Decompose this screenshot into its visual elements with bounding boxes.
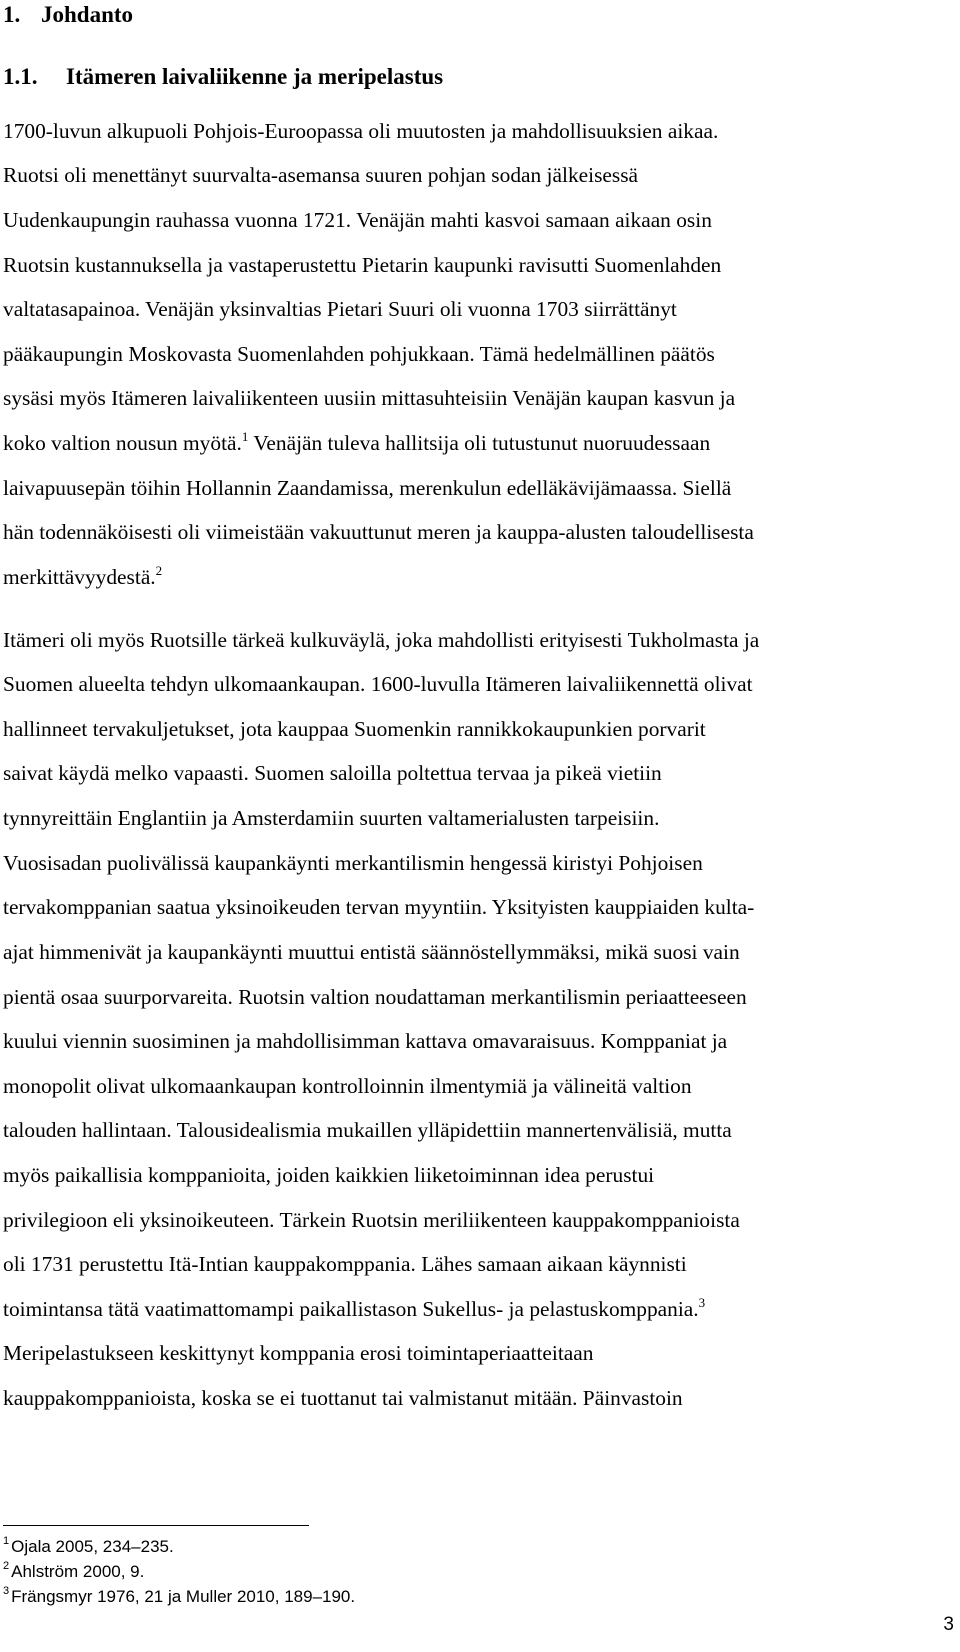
text-line: oli 1731 perustettu Itä-Intian kauppakomppania. Lähes samaan aikaan käynnisti bbox=[3, 1252, 687, 1276]
text-line: kuului viennin suosiminen ja mahdollisimman kattava omavaraisuus. Komppaniat ja bbox=[3, 1029, 728, 1053]
text-line bbox=[3, 428, 710, 458]
text-line: talouden hallintaan. Talousidealismia mukaillen ylläpidettiin mannertenvälisiä, mutta bbox=[3, 1118, 732, 1142]
text-line: Uudenkaupungin rauhassa vuonna 1721. Venäjän mahti kasvoi samaan aikaan osin bbox=[3, 208, 712, 232]
footnote-text: Ojala 2005, 234–235. bbox=[11, 1537, 174, 1556]
footnote-divider bbox=[3, 1525, 309, 1526]
section-title: Itämeren laivaliikenne ja meripelastus bbox=[66, 64, 444, 89]
text-line: myös paikallisia komppanioita, joiden kaikkien liiketoiminnan idea perustui bbox=[3, 1163, 655, 1187]
section-number: 1.1. bbox=[3, 64, 38, 89]
text-line: 1700-luvun alkupuoli Pohjois-Euroopassa oli muutosten ja mahdollisuuksien aikaa. bbox=[3, 119, 719, 143]
footnote-number: 2 bbox=[3, 1560, 10, 1572]
footnote-number: 3 bbox=[3, 1585, 10, 1597]
footnote-number: 1 bbox=[3, 1535, 10, 1547]
footnote-3 bbox=[3, 1586, 355, 1608]
text-line: hallinneet tervakuljetukset, jota kauppaa Suomenkin rannikkokaupunkien porvarit bbox=[3, 717, 706, 741]
text-line: laivapuusepän töihin Hollannin Zaandamissa, merenkulun edelläkävijämaassa. Siellä bbox=[3, 476, 732, 500]
text-line: saivat käydä melko vapaasti. Suomen saloilla poltettua tervaa ja pikeä vietiin bbox=[3, 761, 662, 785]
chapter-number: 1. bbox=[3, 2, 21, 27]
footnote-ref-3[interactable]: 3 bbox=[698, 1295, 706, 1310]
footnote-text: Frängsmyr 1976, 21 ja Muller 2010, 189–190. bbox=[11, 1587, 356, 1606]
text-line: Vuosisadan puolivälissä kaupankäynti merkantilismin hengessä kiristyi Pohjoisen bbox=[3, 851, 703, 875]
text-line bbox=[3, 562, 162, 592]
text-segment: toimintansa tätä vaatimattomampi paikallistason Sukellus- ja pelastuskomppania. bbox=[3, 1297, 699, 1321]
chapter-heading bbox=[3, 0, 133, 30]
chapter-title: Johdanto bbox=[41, 2, 134, 27]
text-line: valtatasapainoa. Venäjän yksinvaltias Pietari Suuri oli vuonna 1703 siirrättänyt bbox=[3, 297, 677, 321]
page-number: 3 bbox=[943, 1614, 954, 1635]
footnote-ref-2[interactable]: 2 bbox=[155, 563, 163, 578]
footnote-2 bbox=[3, 1561, 144, 1583]
footnote-ref-1[interactable]: 1 bbox=[241, 429, 249, 444]
footnote-1 bbox=[3, 1536, 174, 1558]
text-line: pientä osaa suurporvareita. Ruotsin valtion noudattaman merkantilismin periaatteeseen bbox=[3, 985, 747, 1009]
text-line bbox=[3, 1294, 705, 1324]
text-line: hän todennäköisesti oli viimeistään vakuuttunut meren ja kauppa-alusten taloudellisesta bbox=[3, 520, 754, 544]
text-line: tynnyreittäin Englantiin ja Amsterdamiin suurten valtamerialusten tarpeisiin. bbox=[3, 806, 660, 830]
text-segment: Venäjän tuleva hallitsija oli tutustunut nuoruudessaan bbox=[248, 431, 711, 455]
text-line: privilegioon eli yksinoikeuteen. Tärkein Ruotsin meriliikenteen kauppakomppanioista bbox=[3, 1208, 740, 1232]
footnote-text: Ahlström 2000, 9. bbox=[11, 1562, 145, 1581]
text-segment: merkittävyydestä. bbox=[3, 565, 156, 589]
text-line: Ruotsin kustannuksella ja vastaperustettu Pietarin kaupunki ravisutti Suomenlahden bbox=[3, 253, 722, 277]
text-line: pääkaupungin Moskovasta Suomenlahden pohjukkaan. Tämä hedelmällinen päätös bbox=[3, 342, 715, 366]
text-line: monopolit olivat ulkomaankaupan kontrolloinnin ilmentymiä ja välineitä valtion bbox=[3, 1074, 692, 1098]
text-line: ajat himmenivät ja kaupankäynti muuttui entistä säännöstellymmäksi, mikä suosi vain bbox=[3, 940, 740, 964]
text-line: Meripelastukseen keskittynyt komppania erosi toimintaperiaatteitaan bbox=[3, 1341, 594, 1365]
section-heading bbox=[3, 62, 443, 92]
text-line: Itämeri oli myös Ruotsille tärkeä kulkuväylä, joka mahdollisti erityisesti Tukholmasta ja bbox=[3, 628, 760, 652]
text-line: tervakomppanian saatua yksinoikeuden tervan myyntiin. Yksityisten kauppiaiden kulta- bbox=[3, 895, 755, 919]
text-line: sysäsi myös Itämeren laivaliikenteen uusiin mittasuhteisiin Venäjän kaupan kasvun ja bbox=[3, 386, 736, 410]
text-line: Ruotsi oli menettänyt suurvalta-asemansa suuren pohjan sodan jälkeisessä bbox=[3, 163, 639, 187]
text-line: kauppakomppanioista, koska se ei tuottanut tai valmistanut mitään. Päinvastoin bbox=[3, 1386, 683, 1410]
text-line: Suomen alueelta tehdyn ulkomaankaupan. 1600-luvulla Itämeren laivaliikennettä olivat bbox=[3, 672, 753, 696]
text-segment: koko valtion nousun myötä. bbox=[3, 431, 242, 455]
